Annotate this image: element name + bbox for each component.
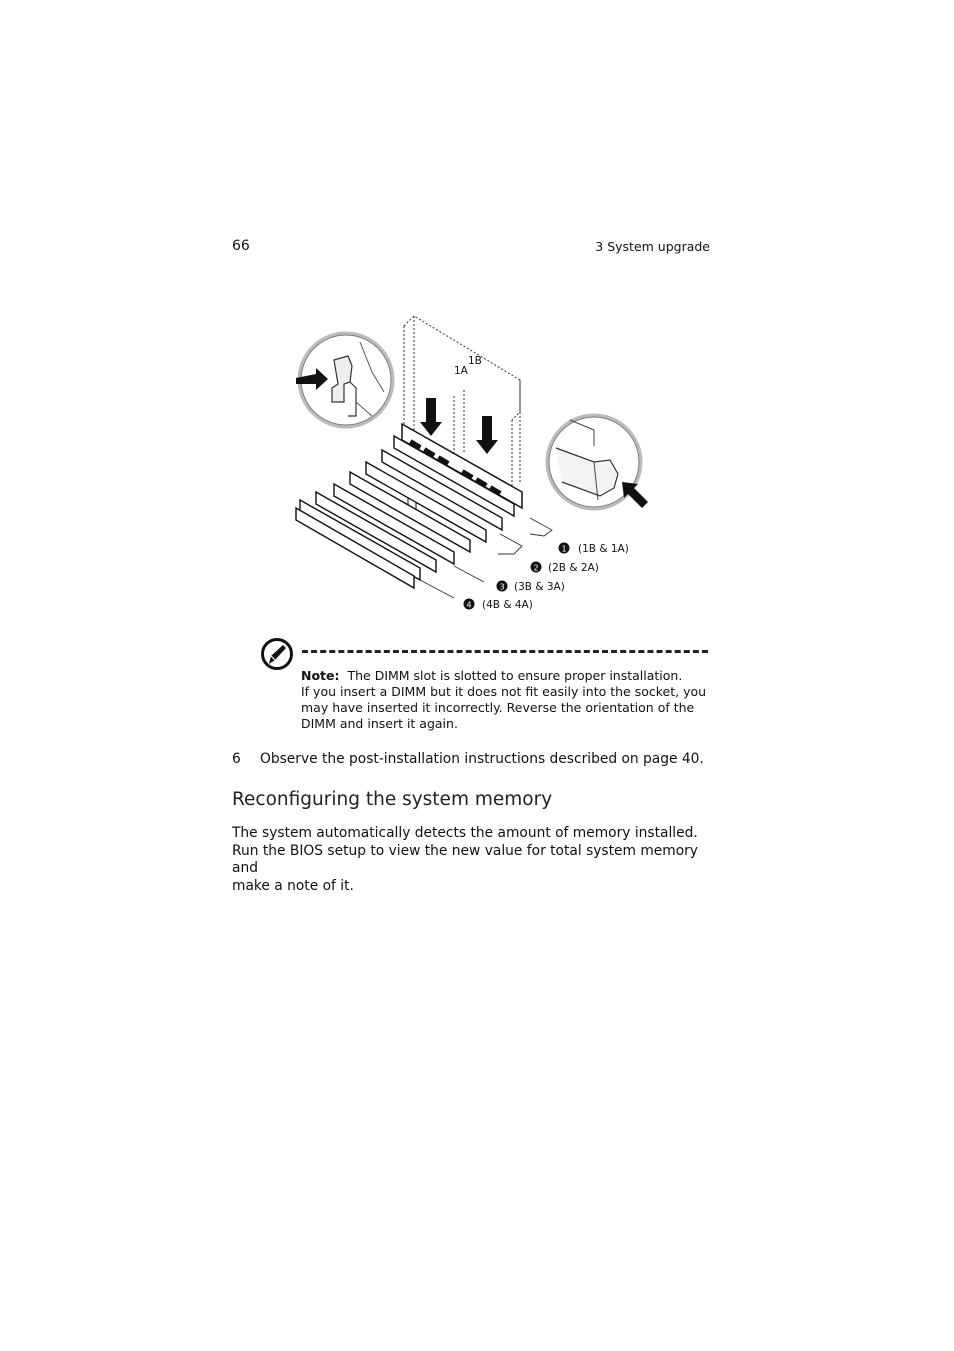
note-divider [302,650,708,653]
step-6 [232,751,704,767]
dimm-installation-figure [294,312,654,622]
dimm-slots [296,436,514,588]
arrow-up-left-icon [622,482,648,508]
arrow-down-icon [476,416,498,454]
arrow-down-icon [420,398,442,436]
note-text [301,668,711,732]
paragraph-line-1: The system automatically detects the amount of memory installed. [232,825,698,841]
callout-2 [531,562,599,575]
callout-4 [464,599,533,612]
note-line-1: Note: The DIMM slot is slotted to ensure proper installation. [301,668,683,683]
step-number: 6 [232,751,241,767]
right-latch-detail [547,415,648,509]
paragraph-line-2: Run the BIOS setup to view the new value for total system memory and [232,842,698,876]
note-line-4: DIMM and insert it again. [301,716,458,731]
callout-1 [559,543,629,556]
paragraph-line-3: make a note of it. [232,877,354,894]
svg-text:3: 3 [499,582,505,592]
section-heading: Reconfiguring the system memory [232,789,553,810]
note-pen-icon [260,637,294,671]
svg-text:(4B & 4A): (4B & 4A) [482,599,533,611]
svg-text:(1B & 1A): (1B & 1A) [578,543,629,555]
running-header: 3 System upgrade [595,239,710,254]
section-paragraph [232,825,722,895]
callout-3 [497,581,565,594]
svg-text:1: 1 [561,544,567,554]
svg-text:4: 4 [466,600,472,610]
svg-text:(2B & 2A): (2B & 2A) [548,562,599,574]
svg-text:(3B & 3A): (3B & 3A) [514,581,565,593]
module-label-1a: 1A [454,365,468,377]
note-line-2: If you insert a DIMM but it does not fit easily into the socket, you [301,684,707,699]
module-label-1b: 1B [468,355,482,367]
svg-text:2: 2 [533,563,539,573]
note-line-3: may have inserted it incorrectly. Reverse the orientation of the [301,700,695,715]
page-number: 66 [232,238,250,254]
note-label: Note: [301,668,340,683]
left-latch-detail [296,333,393,427]
step-text: Observe the post-installation instructions described on page 40. [260,751,704,767]
